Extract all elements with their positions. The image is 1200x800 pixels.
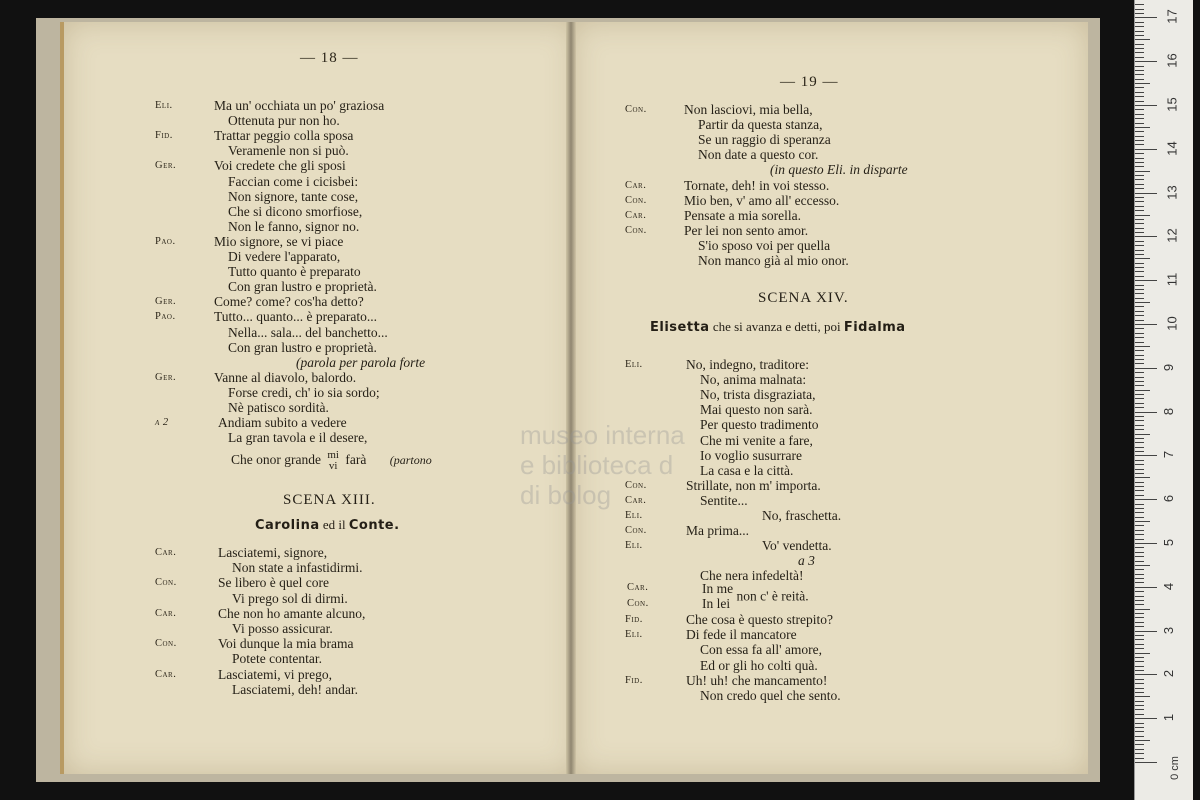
ruler-tick	[1135, 368, 1157, 369]
ruler-tick	[1135, 328, 1144, 329]
ruler-tick	[1135, 324, 1157, 325]
ruler-tick	[1135, 464, 1144, 465]
verse-line: Ma prima...	[686, 523, 749, 539]
ruler-tick	[1135, 403, 1144, 404]
verse-line: Nella... sala... del banchetto...	[228, 324, 388, 340]
ruler-tick	[1135, 626, 1144, 627]
ruler-tick	[1135, 271, 1144, 272]
ruler-tick	[1135, 39, 1150, 40]
verse-line: Tutto... quanto... è preparato...	[214, 309, 377, 325]
speaker-label: Con.	[625, 479, 647, 491]
ruler-number: 12	[1164, 228, 1180, 244]
ruler-number: 6	[1161, 495, 1177, 503]
ruler-tick	[1135, 613, 1144, 614]
ruler-tick	[1135, 679, 1144, 680]
ruler-tick	[1135, 289, 1144, 290]
ruler-tick	[1135, 70, 1144, 71]
ruler-tick	[1135, 666, 1144, 667]
speaker-label: Ger.	[155, 296, 177, 308]
verse-line: Ed or gli ho colti quà.	[700, 657, 818, 673]
verse-line: Se un raggio di speranza	[698, 132, 831, 148]
speaker-label: Pao.	[155, 235, 176, 247]
speaker-label: Eli.	[625, 510, 643, 521]
ruler-tick	[1135, 525, 1144, 526]
ruler-tick	[1135, 184, 1144, 185]
ruler-number: 17	[1164, 9, 1180, 25]
ruler-tick	[1135, 639, 1144, 640]
ruler-tick	[1135, 451, 1144, 452]
ruler-tick	[1135, 74, 1144, 75]
speaker-label: Car.	[155, 607, 177, 619]
speaker-label: Car.	[625, 209, 647, 221]
ruler-tick	[1135, 306, 1144, 307]
ruler-tick	[1135, 17, 1157, 18]
ruler-tick	[1135, 223, 1144, 224]
measuring-ruler	[1134, 0, 1193, 800]
ruler-tick	[1135, 22, 1144, 23]
ruler-tick	[1135, 749, 1144, 750]
speaker-label: Car.	[155, 668, 177, 680]
ruler-tick	[1135, 87, 1144, 88]
ruler-tick	[1135, 407, 1144, 408]
ruler-tick	[1135, 574, 1144, 575]
ruler-tick	[1135, 175, 1144, 176]
verse-line: Che cosa è questo strepito?	[686, 612, 833, 627]
ruler-tick	[1135, 758, 1144, 759]
ruler-number: 4	[1161, 582, 1177, 590]
ruler-tick	[1135, 460, 1144, 461]
ruler-tick	[1135, 504, 1144, 505]
ruler-tick	[1135, 547, 1144, 548]
speaker-label: Eli.	[625, 359, 643, 370]
ruler-tick	[1135, 267, 1144, 268]
verse-line: Ma un' occhiata un po' graziosa	[214, 98, 385, 113]
ruler-tick	[1135, 158, 1144, 159]
verse-line: Con essa fa all' amore,	[700, 642, 823, 658]
ruler-tick	[1135, 753, 1144, 754]
verse-line: Non credo quel che sento.	[700, 688, 841, 703]
verse-line: S'io sposo voi per quella	[698, 237, 831, 253]
ruler-tick	[1135, 499, 1157, 500]
ruler-tick	[1135, 714, 1144, 715]
ruler-tick	[1135, 105, 1157, 106]
verse-line: Per questo tradimento	[700, 417, 819, 433]
ruler-tick	[1135, 193, 1157, 194]
ruler-tick	[1135, 600, 1144, 601]
ruler-tick	[1135, 57, 1144, 58]
verse-line: Lasciatemi, vi prego,	[218, 666, 332, 682]
ruler-number: 13	[1164, 184, 1180, 200]
ruler-tick	[1135, 215, 1150, 216]
speaker-label: Fid.	[625, 614, 643, 625]
ruler-tick	[1135, 149, 1157, 150]
ruler-tick	[1135, 359, 1144, 360]
ruler-tick	[1135, 315, 1144, 316]
ruler-tick	[1135, 416, 1144, 417]
verse-line: Voi credete che gli sposi	[214, 158, 346, 174]
ruler-tick	[1135, 9, 1144, 10]
speaker-label: Car.	[155, 547, 177, 558]
ruler-tick	[1135, 438, 1144, 439]
ruler-tick	[1135, 298, 1144, 299]
ruler-number: 14	[1164, 141, 1180, 156]
ruler-tick	[1135, 254, 1144, 255]
ruler-tick	[1135, 508, 1144, 509]
ruler-tick	[1135, 727, 1144, 728]
ruler-tick	[1135, 241, 1144, 242]
ruler-tick	[1135, 609, 1150, 610]
verse-line: (parola per parola forte	[296, 354, 426, 370]
ruler-tick	[1135, 490, 1144, 491]
verse-line: Non state a infastidirmi.	[232, 560, 363, 576]
verse-line: Non date a questo cor.	[698, 147, 819, 163]
scene-title-left: SCENA XIII.	[283, 492, 376, 508]
verse-line: Per lei non sento amor.	[684, 222, 809, 238]
ruler-tick	[1135, 372, 1144, 373]
ruler-tick	[1135, 552, 1144, 553]
ruler-tick	[1135, 644, 1144, 645]
ruler-tick	[1135, 455, 1157, 456]
speaker-label: Fid.	[625, 674, 643, 686]
ruler-tick	[1135, 250, 1144, 251]
ruler-number: 11	[1164, 272, 1180, 287]
ruler-tick	[1135, 118, 1144, 119]
ruler-tick	[1135, 96, 1144, 97]
verse-line: Vi prego sol di dirmi.	[232, 590, 348, 606]
ruler-tick	[1135, 534, 1144, 535]
ruler-tick	[1135, 66, 1144, 67]
verse-line: Con gran lustro e proprietà.	[228, 279, 377, 295]
ruler-tick	[1135, 92, 1144, 93]
verse-line: Mai questo non sarà.	[700, 402, 813, 418]
verse-line: Vanne al diavolo, balordo.	[214, 369, 357, 385]
ruler-tick	[1135, 228, 1144, 229]
book-gutter	[566, 22, 576, 774]
ruler-tick	[1135, 709, 1144, 710]
ruler-tick	[1135, 136, 1144, 137]
ruler-tick	[1135, 114, 1144, 115]
verse-line: Che nera infedeltà!	[700, 568, 804, 584]
ruler-tick	[1135, 521, 1150, 522]
verse-line: Se libero è quel core	[218, 575, 329, 591]
ruler-tick	[1135, 44, 1144, 45]
ruler-tick	[1135, 131, 1144, 132]
verse-line: Mio ben, v' amo all' eccesso.	[684, 192, 840, 208]
ruler-tick	[1135, 35, 1144, 36]
ruler-tick	[1135, 377, 1144, 378]
ruler-tick	[1135, 762, 1157, 763]
ruler-tick	[1135, 556, 1144, 557]
ruler-tick	[1135, 604, 1144, 605]
ruler-number: 9	[1161, 363, 1177, 371]
ruler-tick	[1135, 245, 1144, 246]
ruler-tick	[1135, 723, 1144, 724]
cast-right: Elisetta che si avanza e detti, poi Fidalma	[650, 319, 906, 335]
ruler-tick	[1135, 83, 1150, 84]
ruler-tick	[1135, 4, 1144, 5]
speaker-label: Eli.	[155, 100, 173, 111]
ruler-tick	[1135, 232, 1144, 233]
speaker-label: Ger.	[155, 160, 177, 172]
ruler-number: 1	[1161, 714, 1177, 722]
ruler-tick	[1135, 578, 1144, 579]
ruler-number: 8	[1161, 407, 1177, 415]
ruler-tick	[1135, 635, 1144, 636]
verse-line: Come? come? cos'ha detto?	[214, 294, 364, 310]
ruler-tick	[1135, 696, 1150, 697]
verse-line: Di fede il mancatore	[686, 627, 797, 643]
verse-line: Sentite...	[700, 492, 748, 508]
speaker-label: Con.	[155, 577, 177, 589]
ruler-tick	[1135, 210, 1144, 211]
ruler-tick	[1135, 101, 1144, 102]
speaker-label: Eli.	[625, 629, 643, 641]
ruler-tick	[1135, 320, 1144, 321]
verse-line: Tutto quanto è preparato	[228, 264, 361, 280]
ruler-tick	[1135, 311, 1144, 312]
last-line: Che onor grande mi vi farà (partono	[231, 449, 432, 472]
verse-line: Forse credi, ch' io sia sordo;	[228, 384, 380, 400]
speaker-label: Car.	[627, 582, 649, 593]
ruler-tick	[1135, 201, 1144, 202]
ruler-tick	[1135, 385, 1144, 386]
verse-line: Strillate, non m' importa.	[686, 477, 821, 493]
speaker-label: Pao.	[155, 311, 176, 323]
ruler-tick	[1135, 109, 1144, 110]
ruler-tick	[1135, 26, 1144, 27]
ruler-tick	[1135, 477, 1150, 478]
verse-line: Voi dunque la mia brama	[218, 636, 354, 652]
ruler-tick	[1135, 587, 1157, 588]
verse-line: No, anima malnata:	[700, 372, 807, 388]
verse-line: a 3	[798, 553, 815, 569]
speaker-label: Con.	[155, 638, 177, 650]
verse-line: Tornate, deh! in voi stesso.	[684, 177, 830, 193]
verse-line: No, fraschetta.	[762, 508, 842, 523]
ruler-tick	[1135, 718, 1157, 719]
verse-line: Trattar peggio colla sposa	[214, 128, 354, 144]
verse-line: Vi posso assicurar.	[232, 621, 333, 636]
ruler-tick	[1135, 631, 1157, 632]
ruler-tick	[1135, 398, 1144, 399]
ruler-tick	[1135, 674, 1157, 675]
verse-line: La casa e la città.	[700, 462, 794, 478]
ruler-tick	[1135, 171, 1150, 172]
ruler-number: 5	[1161, 538, 1177, 547]
ruler-tick	[1135, 530, 1144, 531]
verse-line: No, indegno, traditore:	[686, 357, 809, 372]
ruler-tick	[1135, 539, 1144, 540]
ruler-tick	[1135, 692, 1144, 693]
ruler-tick	[1135, 617, 1144, 618]
verse-line: Faccian come i cicisbei:	[228, 173, 359, 189]
ruler-tick	[1135, 412, 1157, 413]
speaker-label: Car.	[625, 179, 647, 191]
ruler-tick	[1135, 144, 1144, 145]
ruler-tick	[1135, 285, 1144, 286]
ruler-tick	[1135, 657, 1144, 658]
ruler-tick	[1135, 736, 1144, 737]
verse-line: No, trista disgraziata,	[700, 387, 816, 403]
ruler-tick	[1135, 648, 1144, 649]
verse-line: Di vedere l'apparato,	[228, 249, 341, 264]
ruler-number: 7	[1161, 451, 1177, 459]
ruler-tick	[1135, 162, 1144, 163]
ruler-tick	[1135, 653, 1150, 654]
ruler-tick	[1135, 153, 1144, 154]
verse-line: Non signore, tante cose,	[228, 188, 359, 204]
ruler-tick	[1135, 744, 1144, 745]
verse-line: Lasciatemi, signore,	[218, 545, 328, 560]
ruler-tick	[1135, 582, 1144, 583]
ruler-tick	[1135, 731, 1144, 732]
ruler-tick	[1135, 740, 1150, 741]
ruler-tick	[1135, 569, 1144, 570]
ruler-unit: 0 cm	[1168, 756, 1181, 780]
ruler-tick	[1135, 188, 1144, 189]
speaker-label: Con.	[627, 598, 649, 609]
ruler-tick	[1135, 425, 1144, 426]
ruler-tick	[1135, 258, 1150, 259]
speaker-label: Con.	[625, 194, 647, 206]
speaker-label: a 2	[155, 417, 169, 429]
verse-line: Mio signore, se vi piace	[214, 233, 344, 249]
ruler-tick	[1135, 381, 1144, 382]
verse-line: Uh! uh! che mancamento!	[686, 672, 828, 688]
ruler-tick	[1135, 346, 1150, 347]
ruler-tick	[1135, 683, 1144, 684]
ruler-tick	[1135, 363, 1144, 364]
ruler-tick	[1135, 52, 1144, 53]
ruler-tick	[1135, 13, 1144, 14]
ruler-tick	[1135, 219, 1144, 220]
ruler-number: 16	[1164, 53, 1180, 68]
ruler-tick	[1135, 565, 1150, 566]
verse-line: La gran tavola e il desere,	[228, 430, 368, 446]
ruler-tick	[1135, 495, 1144, 496]
ruler-tick	[1135, 263, 1144, 264]
verse-line: Io voglio susurrare	[700, 447, 802, 463]
ruler-tick	[1135, 561, 1144, 562]
page-number-left: — 18 —	[300, 50, 359, 66]
ruler-tick	[1135, 31, 1144, 32]
ruler-tick	[1135, 197, 1144, 198]
ruler-tick	[1135, 302, 1150, 303]
verse-line: Nè patisco sordità.	[228, 400, 329, 415]
ruler-tick	[1135, 661, 1144, 662]
ruler-tick	[1135, 48, 1144, 49]
ruler-tick	[1135, 486, 1144, 487]
ruler-tick	[1135, 236, 1157, 237]
ruler-tick	[1135, 705, 1144, 706]
verse-line: Ottenuta pur non ho.	[228, 113, 340, 129]
ruler-tick	[1135, 434, 1150, 435]
verse-line: Con gran lustro e proprietà.	[228, 339, 377, 355]
verse-line: Non le fanno, signor no.	[228, 218, 360, 234]
verse-line: Pensate a mia sorella.	[684, 207, 801, 223]
ruler-tick	[1135, 394, 1144, 395]
ruler-number: 3	[1161, 626, 1177, 634]
ruler-tick	[1135, 123, 1144, 124]
verse-line: Che mi venite a fare,	[700, 432, 813, 448]
verse-line: Veramenle non si può.	[228, 143, 349, 159]
ruler-tick	[1135, 179, 1144, 180]
ruler-tick	[1135, 442, 1144, 443]
ruler-tick	[1135, 206, 1144, 207]
verse-line: Che si dicono smorfiose,	[228, 203, 363, 219]
ruler-number: 2	[1161, 670, 1177, 678]
verse-line: Potete contentar.	[232, 651, 322, 667]
ruler-tick	[1135, 342, 1144, 343]
speaker-label: Con.	[625, 224, 647, 236]
ruler-tick	[1135, 166, 1144, 167]
ruler-tick	[1135, 517, 1144, 518]
ruler-number: 10	[1164, 316, 1180, 331]
ruler-tick	[1135, 276, 1144, 277]
verse-line: Non lasciovi, mia bella,	[684, 102, 813, 117]
verse-line: Partir da questa stanza,	[698, 117, 823, 133]
ruler-tick	[1135, 512, 1144, 513]
speaker-label: Eli.	[625, 540, 643, 552]
page-number-right: — 19 —	[780, 74, 839, 90]
speaker-label: Con.	[625, 104, 647, 115]
ruler-tick	[1135, 622, 1144, 623]
ruler-tick	[1135, 429, 1144, 430]
speaker-label: Con.	[625, 525, 647, 537]
verse-line: Che non ho amante alcuno,	[218, 605, 366, 621]
ruler-tick	[1135, 591, 1144, 592]
ruler-tick	[1135, 447, 1144, 448]
verse-line: Andiam subito a vedere	[218, 415, 347, 431]
cast-left: Carolina ed il Conte.	[255, 517, 400, 533]
ruler-tick	[1135, 293, 1144, 294]
ruler-tick	[1135, 140, 1144, 141]
ruler-tick	[1135, 127, 1150, 128]
museum-watermark: museo interna e biblioteca d di bolog	[520, 420, 685, 510]
ruler-number: 15	[1164, 97, 1180, 112]
ruler-tick	[1135, 688, 1144, 689]
verse-line: (in questo Eli. in disparte	[770, 162, 908, 178]
ruler-tick	[1135, 280, 1157, 281]
verse-line: Lasciatemi, deh! andar.	[232, 681, 358, 697]
ruler-tick	[1135, 596, 1144, 597]
ruler-tick	[1135, 543, 1157, 544]
ruler-tick	[1135, 701, 1144, 702]
ruler-tick	[1135, 482, 1144, 483]
ruler-tick	[1135, 337, 1144, 338]
ruler-tick	[1135, 469, 1144, 470]
verse-line: Non manco già al mio onor.	[698, 253, 849, 268]
ruler-tick	[1135, 355, 1144, 356]
ruler-tick	[1135, 79, 1144, 80]
ruler-tick	[1135, 333, 1144, 334]
split-line: In me In lei non c' è reità.	[702, 581, 809, 611]
ruler-tick	[1135, 390, 1150, 391]
scene-title-right: SCENA XIV.	[758, 290, 849, 306]
ruler-tick	[1135, 420, 1144, 421]
speaker-label: Car.	[625, 494, 647, 506]
ruler-tick	[1135, 350, 1144, 351]
speaker-label: Ger.	[155, 371, 177, 383]
ruler-tick	[1135, 473, 1144, 474]
verse-line: Vo' vendetta.	[762, 538, 832, 554]
ruler-tick	[1135, 670, 1144, 671]
ruler-tick	[1135, 61, 1157, 62]
speaker-label: Fid.	[155, 130, 173, 142]
